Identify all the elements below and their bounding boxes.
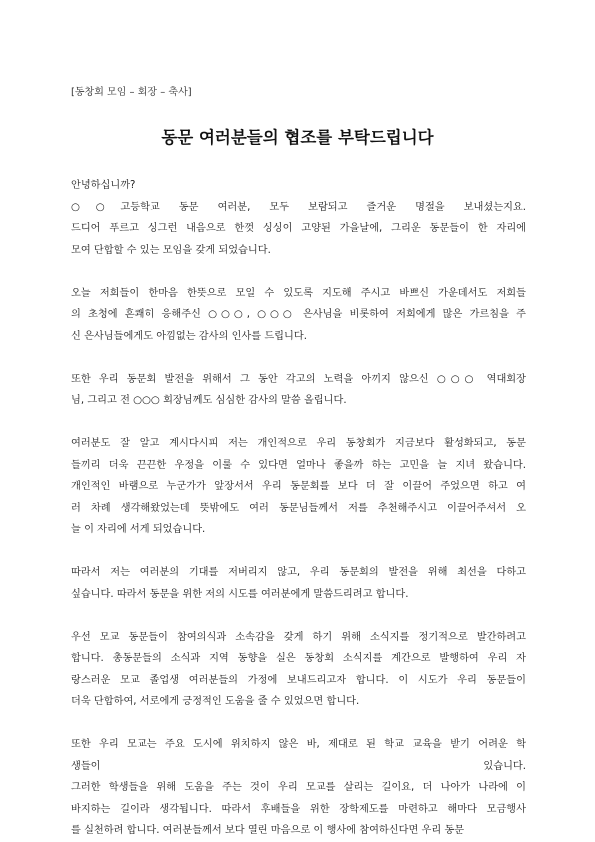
body-text-line: 러 차례 생각해왔었는데 뜻밖에도 여러 동문님들께서 저를 추천해주시고 이끌어주셔서 오 xyxy=(71,502,526,514)
body-text-line: 의 초청에 흔쾌히 응해주신 ○○○, ○○○ 은사님을 비롯하여 저희에게 많은 가르침을 주 xyxy=(71,309,526,320)
body-text-line: ○○고등학교 동문 여러분, 모두 보람되고 즐거운 명절을 보내셨는지요. xyxy=(71,201,526,213)
paragraph-gap xyxy=(71,541,526,563)
body-text-line: 따라서 저는 여러분의 기대를 저버리지 않고, 우리 동문회의 발전을 위해 최선을 다하고 xyxy=(71,567,526,578)
body-text-line: 드디어 푸르고 싱그런 내음으로 한껏 싱싱이 고양된 가을날에, 그리운 동문들이 한 자리에 xyxy=(71,223,526,234)
paragraph-gap xyxy=(71,261,526,283)
document-body xyxy=(71,175,526,842)
body-text-line: 여러분도 잘 알고 계시다시피 저는 개인적으로 우리 동창회가 지금보다 활성화되고, 동문 xyxy=(71,438,526,449)
paragraph-gap xyxy=(71,605,526,627)
paragraph-gap xyxy=(71,412,526,434)
body-paragraph xyxy=(71,175,526,261)
paragraph-gap xyxy=(71,347,526,369)
body-text-line: 합니다. 총동문들의 소식과 지역 동향을 실은 동창회 소식지를 계간으로 발행하여 우리 자 xyxy=(71,653,526,664)
body-text-line: 또한 우리 모교는 주요 도시에 위치하지 않은 바, 제대로 된 학교 교육을 받기 어려운 학 xyxy=(71,739,526,750)
document-category-label: [동창회 모임 – 회장 – 축사] xyxy=(71,87,192,98)
body-text-line: 늘 이 자리에 서게 되었습니다. xyxy=(71,524,206,535)
body-text-line: 모여 단합할 수 있는 모임을 갖게 되었습니다. xyxy=(71,244,271,256)
body-text-line: 그러한 학생들을 위해 도움을 주는 것이 우리 모교를 살리는 길이요, 더 나아가 나라에 이 xyxy=(71,782,526,793)
body-text-line: 또한 우리 동문회 발전을 위해서 그 동안 각고의 노력을 아끼지 않으신 ○○○ 역대회장 xyxy=(71,373,526,385)
body-paragraph xyxy=(71,627,526,713)
body-paragraph xyxy=(71,369,526,412)
body-paragraph xyxy=(71,562,526,605)
body-text-line: 더욱 단합하여, 서로에게 긍정적인 도움을 줄 수 있었으면 합니다. xyxy=(71,696,360,707)
body-text-line: 개인적인 바램으로 누군가가 앞장서서 우리 동문회를 보다 더 잘 이끌어 주었으면 하고 여 xyxy=(71,481,526,492)
body-paragraph xyxy=(71,433,526,541)
body-text-line: 님, 그리고 전 ○○○ 회장님께도 심심한 감사의 말씀 올립니다. xyxy=(71,395,347,406)
body-text-line: 생들이 있습니다. xyxy=(71,760,526,772)
body-text-line: 바지하는 길이라 생각됩니다. 따라서 후배들을 위한 장학제도를 마련하고 해마다 모금행사 xyxy=(71,803,526,815)
body-text-line: 를 실천하려 합니다. 여러분들께서 보다 열린 마음으로 이 행사에 참여하신다면 우리 동문 xyxy=(71,825,465,836)
body-text-line: 신 은사님들에게도 아낌없는 감사의 인사를 드립니다. xyxy=(71,330,307,342)
body-text-line: 오늘 저희들이 한마음 한뜻으로 모일 수 있도록 지도해 주시고 바쁘신 가운데서도 저희들 xyxy=(71,287,526,299)
paragraph-gap xyxy=(71,713,526,735)
body-paragraph xyxy=(71,734,526,842)
body-paragraph xyxy=(71,283,526,348)
body-text-line: 안녕하십니까? xyxy=(71,180,136,191)
body-text-line: 들끼리 더욱 끈끈한 우정을 이룰 수 있다면 얼마나 좋을까 하는 고민을 늘 지녀 왔습니다. xyxy=(71,459,526,471)
body-text-line: 싶습니다. 따라서 동문을 위한 저의 시도를 여러분에게 말씀드리려고 합니다. xyxy=(71,588,409,600)
document-title: 동문 여러분들의 협조를 부탁드립니다 xyxy=(161,128,434,147)
body-text-line: 우선 모교 동문들이 참여의식과 소속감을 갖게 하기 위해 소식지를 정기적으로 발간하려고 xyxy=(71,631,526,643)
body-text-line: 랑스러운 모교 졸업생 여러분들의 가정에 보내드리고자 합니다. 이 시도가 우리 동문들이 xyxy=(71,674,526,686)
